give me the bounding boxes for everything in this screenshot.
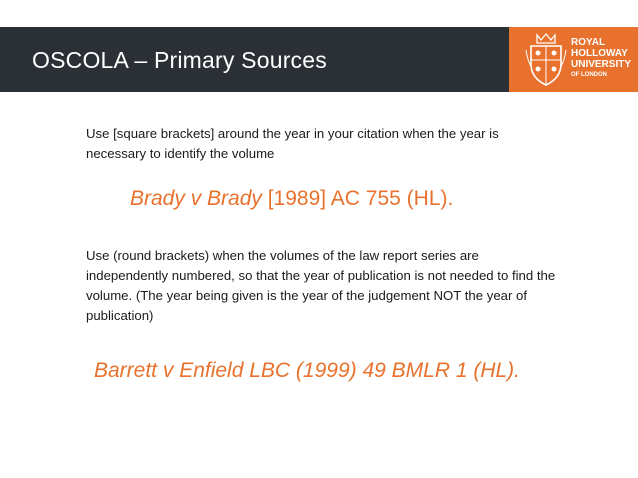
logo-line-holloway: HOLLOWAY	[571, 48, 628, 59]
round-brackets-rule: Use (round brackets) when the volumes of the law report series are independently numbered, so that the year of publication is not needed to find the volume. (The year being given is the year of the judgement NOT the year of publication)	[86, 248, 556, 323]
citation-example-brady	[130, 187, 453, 211]
logo-wordmark	[571, 37, 631, 80]
case-name-brady: Brady v Brady	[130, 187, 262, 210]
crest-icon	[525, 32, 567, 87]
top-bar	[0, 0, 638, 92]
logo-line-university: UNIVERSITY	[571, 59, 632, 70]
slide-title: OSCOLA – Primary Sources	[32, 47, 327, 73]
citation-example-barrett: Barrett v Enfield LBC (1999) 49 BMLR 1 (HL).	[94, 359, 521, 382]
citation-brady-reference: [1989] AC 755 (HL).	[261, 187, 454, 210]
top-white-strip	[0, 0, 638, 27]
logo-line-of-london: OF LONDON	[571, 72, 607, 78]
logo-line-royal: ROYAL	[571, 37, 606, 48]
square-brackets-rule: Use [square brackets] around the year in your citation when the year is necessary to identify the volume	[86, 126, 499, 161]
